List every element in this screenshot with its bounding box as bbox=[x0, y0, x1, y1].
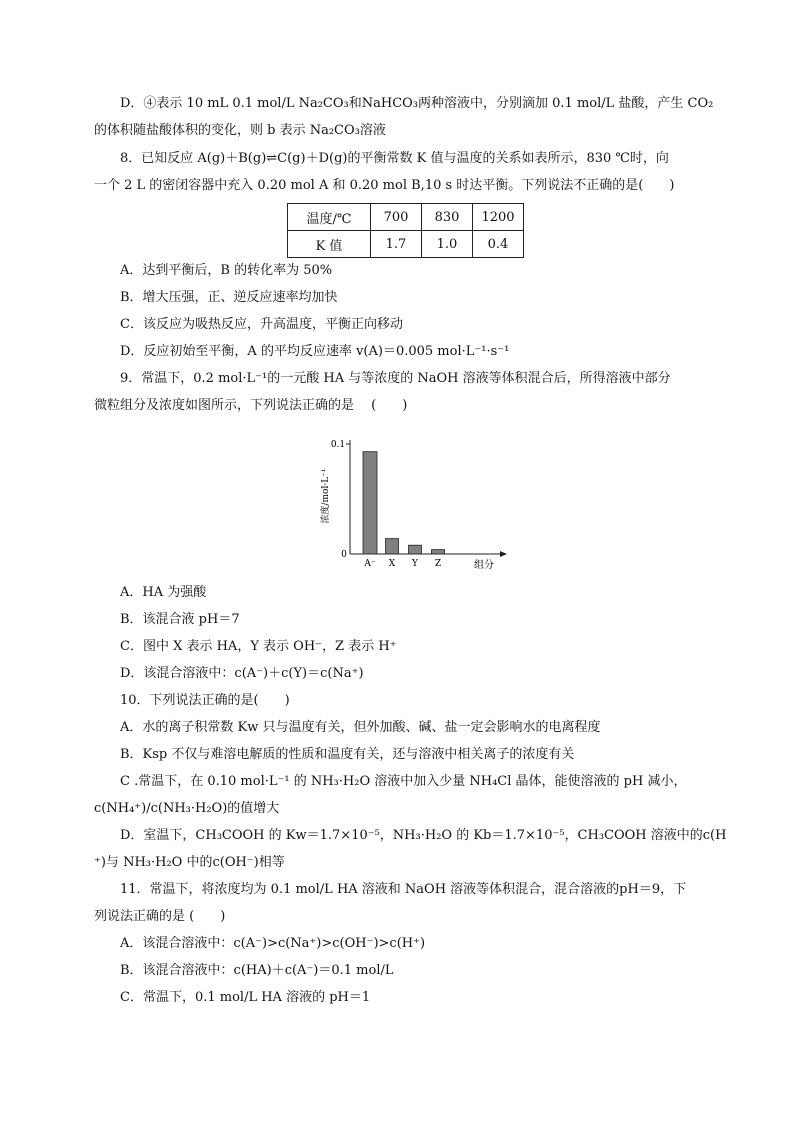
q11-option-a: A．该混合溶液中：c(A⁻)>c(Na⁺)>c(OH⁻)>c(H⁺) bbox=[120, 936, 426, 951]
x-tick-label: Z bbox=[434, 559, 442, 569]
y-tick-label-zero: 0 bbox=[341, 550, 347, 560]
q10-option-c-line1: C .常温下，在 0.10 mol·L⁻¹ 的 NH₃·H₂O 溶液中加入少量 NH₄Cl 晶体，能使溶液的 pH 减小， bbox=[120, 774, 687, 789]
q9-option-a: A．HA 为强酸 bbox=[120, 585, 207, 600]
x-axis-arrow-icon bbox=[500, 551, 507, 557]
q10-option-d-line1: D．室温下，CH₃COOH 的 Kw＝1.7×10⁻⁵，NH₃·H₂O 的 Kb＝1.7×10⁻⁵，CH₃COOH 溶液中的c(H bbox=[120, 828, 727, 843]
table-cell: 1.0 bbox=[422, 231, 473, 258]
bar-group bbox=[363, 452, 445, 569]
q8-option-a: A．达到平衡后，B 的转化率为 50% bbox=[120, 263, 333, 278]
bar-3 bbox=[409, 545, 422, 554]
q7-option-d-line1: D．④表示 10 mL 0.1 mol/L Na₂CO₃和NaHCO₃两种溶液中，分别滴加 0.1 mol/L 盐酸，产生 CO₂ bbox=[120, 96, 714, 111]
x-tick-label: X bbox=[388, 559, 396, 569]
q10-option-a: A．水的离子积常数 Kw 只与温度有关，但外加酸、碱、盐一定会影响水的电离程度 bbox=[120, 720, 601, 735]
table-cell: 1.7 bbox=[371, 231, 422, 258]
table-cell: 0.4 bbox=[473, 231, 524, 258]
q8-option-d: D．反应初始至平衡，A 的平均反应速率 v(A)＝0.005 mol·L⁻¹·s⁻¹ bbox=[120, 344, 510, 359]
q11-option-c: C．常温下，0.1 mol/L HA 溶液的 pH＝1 bbox=[120, 990, 371, 1005]
y-tick-label-top: 0.1 bbox=[330, 440, 346, 450]
q8-stem-line1: 8．已知反应 A(g)＋B(g)⇌C(g)＋D(g)的平衡常数 K 值与温度的关系如表所示，830 ℃时，向 bbox=[120, 151, 669, 166]
bar-2 bbox=[386, 539, 399, 554]
x-tick-label: A⁻ bbox=[364, 559, 376, 569]
q8-option-c: C．该反应为吸热反应，升高温度，平衡正向移动 bbox=[120, 317, 403, 332]
q9-option-c: C．图中 X 表示 HA，Y 表示 OH⁻，Z 表示 H⁺ bbox=[120, 639, 397, 654]
q10-stem: 10．下列说法正确的是( ) bbox=[120, 693, 290, 708]
q11-option-b: B．该混合溶液中：c(HA)＋c(A⁻)＝0.1 mol/L bbox=[120, 963, 394, 978]
table-header-k: K 值 bbox=[288, 231, 371, 258]
q8-option-b: B．增大压强，正、逆反应速率均加快 bbox=[120, 290, 338, 305]
bar-4 bbox=[432, 550, 445, 554]
q11-stem-line1: 11．常温下，将浓度均为 0.1 mol/L HA 溶液和 NaOH 溶液等体积混合，混合溶液的pH＝9，下 bbox=[120, 882, 687, 897]
table-row bbox=[288, 204, 524, 231]
q9-option-b: B．该混合液 pH＝7 bbox=[120, 612, 240, 627]
table-cell: 830 bbox=[422, 204, 473, 231]
concentration-bar-chart bbox=[316, 430, 516, 575]
y-axis-label: 浓度/mol·L⁻¹ bbox=[321, 468, 331, 524]
q10-option-d-line2: ⁺)与 NH₃·H₂O 中的c(OH⁻)相等 bbox=[94, 855, 285, 870]
table-cell: 1200 bbox=[473, 204, 524, 231]
q9-option-d: D．该混合溶液中：c(A⁻)＋c(Y)＝c(Na⁺) bbox=[120, 666, 364, 681]
q9-stem-line1: 9．常温下，0.2 mol·L⁻¹的一元酸 HA 与等浓度的 NaOH 溶液等体积混合后，所得溶液中部分 bbox=[120, 371, 671, 386]
q8-stem-line2: 一个 2 L 的密闭容器中充入 0.20 mol A 和 0.20 mol B,10 s 时达平衡。下列说法不正确的是( ) bbox=[94, 178, 675, 193]
bar-1 bbox=[363, 452, 377, 554]
table-header-temp: 温度/℃ bbox=[288, 204, 371, 231]
table-cell: 700 bbox=[371, 204, 422, 231]
q9-stem-line2: 微粒组分及浓度如图所示，下列说法正确的是 ( ) bbox=[94, 398, 408, 413]
q7-option-d-line2: 的体积随盐酸体积的变化，则 b 表示 Na₂CO₃溶液 bbox=[94, 123, 386, 138]
x-axis-label: 组分 bbox=[474, 560, 494, 571]
x-tick-label: Y bbox=[412, 559, 418, 569]
table-row bbox=[288, 231, 524, 258]
k-value-table bbox=[287, 203, 524, 258]
q11-stem-line2: 列说法正确的是 ( ) bbox=[94, 909, 226, 924]
q10-option-c-line2: c(NH₄⁺)/c(NH₃·H₂O)的值增大 bbox=[94, 801, 280, 816]
q10-option-b: B．Ksp 不仅与难溶电解质的性质和温度有关，还与溶液中相关离子的浓度有关 bbox=[120, 747, 575, 762]
